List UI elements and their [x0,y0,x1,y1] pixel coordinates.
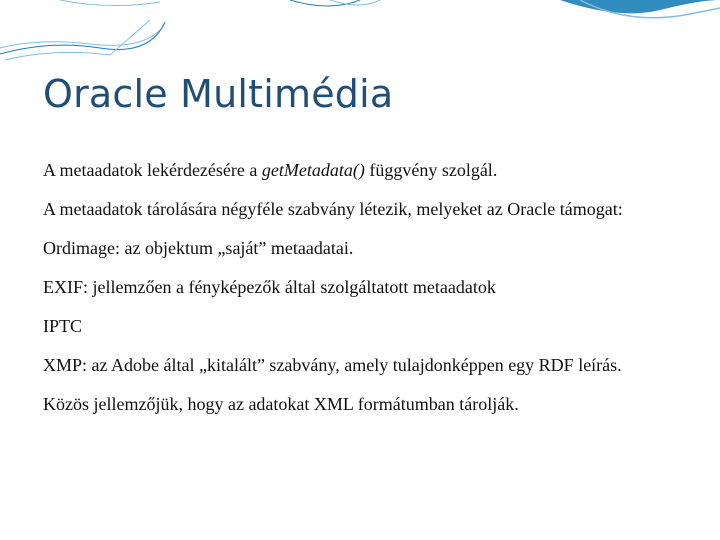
paragraph-getmetadata [43,158,683,182]
paragraph-exif: EXIF: jellemzően a fényképezők által szolgáltatott metaadatok [43,277,496,297]
slide-title: Oracle Multimédia [43,72,394,116]
paragraph-xmp: XMP: az Adobe által „kitalált” szabvány, amely tulajdonképpen egy RDF leírás. [43,355,622,375]
slide-body [43,158,683,431]
function-name: getMetadata() [261,160,365,180]
paragraph-ordimage: Ordimage: az objektum „saját” metaadatai. [43,238,354,258]
paragraph-iptc: IPTC [43,316,83,336]
paragraph-text: függvény szolgál. [364,160,498,180]
paragraph-text: A metaadatok lekérdezésére a [43,160,262,180]
header-decoration [0,0,720,70]
paragraph-common: Közös jellemzőjük, hogy az adatokat XML formátumban tárolják. [43,394,519,414]
paragraph-standards: A metaadatok tárolására négyféle szabvány létezik, melyeket az Oracle támogat: [43,199,623,219]
